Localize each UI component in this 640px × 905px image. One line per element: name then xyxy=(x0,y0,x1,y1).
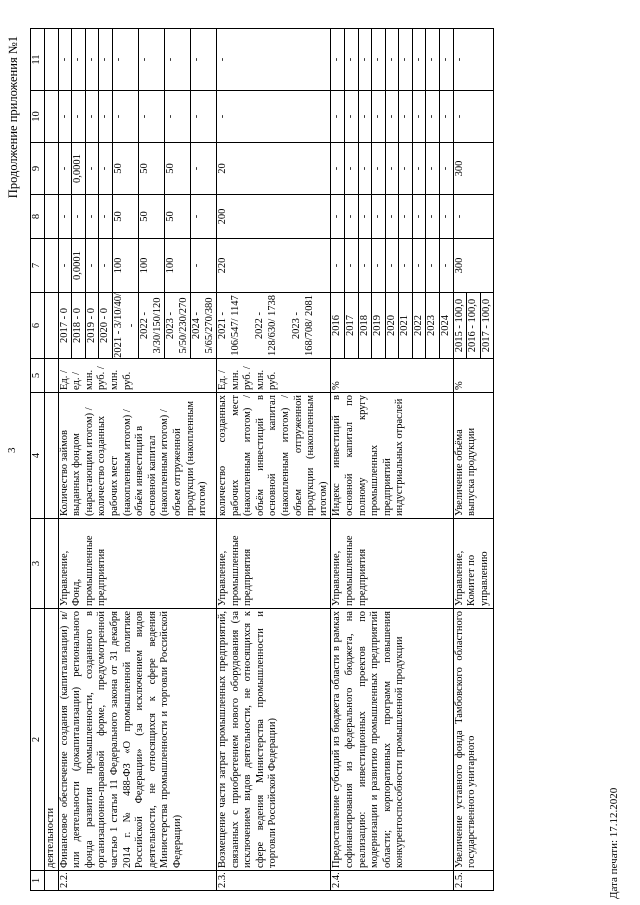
funding-cell-8: - - - - - - - - - xyxy=(331,195,453,239)
unit-text: Ед. / ед. / млн. руб. / млн. руб. xyxy=(58,359,216,393)
program-measures-table xyxy=(30,28,494,891)
value-line: 2018 - 0 xyxy=(72,293,86,358)
value-line: 2021 - 3/10/40/ - xyxy=(113,293,139,358)
value-line: 2017 - 0 xyxy=(59,293,73,358)
table-row-2-2 xyxy=(58,29,216,891)
funding-cell-8: - xyxy=(453,195,494,239)
value-line: 2024 - 5/65/270/380 xyxy=(190,297,215,354)
values-cell: 2016 2017 2018 2019 2020 2021 2022 2023 2024 xyxy=(331,293,453,359)
funding-cell-7: 220 xyxy=(216,239,330,293)
print-date: Дата печати: 17.12.2020 xyxy=(608,787,620,899)
col-header-6: 6 xyxy=(31,293,45,359)
row-number: 2.3. xyxy=(216,871,330,891)
executor-text: Управление, промышленные предприятия xyxy=(331,519,453,609)
table-row-2-4 xyxy=(331,29,453,891)
funding-cell-7: 300 xyxy=(453,239,494,293)
indicator-text: Индекс инвестиций в основной капитал по полному кругу промышленных предприятий индустриальных отраслей xyxy=(331,393,453,519)
table-row-2-3 xyxy=(216,29,330,891)
col-header-9: 9 xyxy=(31,143,45,195)
funding-cell-9: 300 xyxy=(453,143,494,195)
funding-cell-9: 20 xyxy=(216,143,330,195)
executor-text: Управление, промышленные предприятия xyxy=(216,519,330,609)
col-header-4: 4 xyxy=(31,393,45,519)
funding-cell-11: - xyxy=(453,29,494,91)
values-cell xyxy=(216,293,330,359)
table-row-continued xyxy=(45,29,59,891)
row-number: 2.2. xyxy=(58,871,216,891)
funding-cell-11: - xyxy=(216,29,330,91)
col-header-2: 2 xyxy=(31,609,45,871)
funding-cell-11: - - - - - - - - - xyxy=(331,29,453,91)
funding-cell-7: - 0,0001 - - 100 100 100 - xyxy=(58,239,216,293)
executor-text: Управление, Комитет по управлению xyxy=(453,519,494,609)
funding-cell-10: - - - - - - - - xyxy=(58,91,216,143)
col-header-8: 8 xyxy=(31,195,45,239)
funding-cell-11: - - - - - - - - xyxy=(58,29,216,91)
value-line: 2020 - 0 xyxy=(99,293,113,358)
col-header-5: 5 xyxy=(31,359,45,393)
funding-cell-10: - - - - - - - - - xyxy=(331,91,453,143)
unit-text: Ед. / млн. руб. / млн. руб. xyxy=(216,359,330,393)
row-number: 2.4. xyxy=(331,871,453,891)
measure-text: Возмещение части затрат промышленных предприятий, связанных с приобретением нового оборудования (за исключением видов деятельности, не относящихся к сфере ведения Министерства промышленности и торговли Российской Федерации) xyxy=(216,609,330,871)
indicator-text: количество созданных рабочих мест (накопленным итогом) / объём инвестиций в основной капитал (накопленным итогом) / объем отгруженной продукции (накопленным итогом) xyxy=(216,393,330,519)
funding-cell-8: - - - - 50 50 50 - xyxy=(58,195,216,239)
page-number: 3 xyxy=(6,447,18,453)
funding-cell-9: - - - - - - - - - xyxy=(331,143,453,195)
column-number-row xyxy=(31,29,45,891)
table-row-2-5 xyxy=(453,29,494,891)
funding-cell-7: - - - - - - - - - xyxy=(331,239,453,293)
values-cell xyxy=(58,293,216,359)
measure-text: Увеличение уставного фонда Тамбовского областного государственного унитарного xyxy=(453,609,494,871)
funding-cell-8: 200 xyxy=(216,195,330,239)
indicator-text: Увеличение объёма выпуска продукции xyxy=(453,393,494,519)
indicator-text: Количество займов выданных фондом (нарастающим итогом) / количество созданных рабочих мест (накопленным итогом) / объём инвестиций в основной капитал (накопленным итогом) / объем отгруженной продукции (накопленным итогом) xyxy=(58,393,216,519)
executor-text: Управление, Фонд, промышленные предприятия xyxy=(58,519,216,609)
col-header-1: 1 xyxy=(31,871,45,891)
value-line: 2022 - 3/30/150/120 xyxy=(139,293,165,358)
values-cell: 2015 - 100,0 2016 - 100,0 2017 - 100,0 xyxy=(453,293,494,359)
continued-text: деятельности xyxy=(45,609,59,871)
value-line: 2023 - 5/50/230/270 xyxy=(165,293,191,358)
value-line: 2023 - 168/708/ 2081 xyxy=(290,295,315,356)
col-header-11: 11 xyxy=(31,29,45,91)
unit-text: % xyxy=(331,359,453,393)
funding-cell-10: - xyxy=(453,91,494,143)
col-header-3: 3 xyxy=(31,519,45,609)
measure-text: Предоставление субсидий из бюджета области в рамках софинансирования из федерального бюджета, на реализацию: инвестиционных проектов по модернизации и развитию промышленных предприятий области; корпоративных программ повышения конкурентоспособности промышленной продукции xyxy=(331,609,453,871)
col-header-7: 7 xyxy=(31,239,45,293)
unit-text: % xyxy=(453,359,494,393)
measure-text: Финансовое обеспечение создания (капитализации) и/или деятельности (докапитализации) регионального фонда развития промышленности, созданного в организационно-правовой форме, предусмотренной частью 1 статьи 11 Федерального закона от 31 декабря 2014 г. № 488-ФЗ «О промышленной политике Российской Федерации» (за исключением видов деятельности, не относящихся к сфере ведения Министерства промышленности и торговли Российской Федерации) xyxy=(58,609,216,871)
continuation-caption: Продолжение приложения №1 xyxy=(6,36,20,199)
value-line: 2019 - 0 xyxy=(86,293,100,358)
row-number: 2.5. xyxy=(453,871,494,891)
value-line: 2022 - 128/630/ 1738 xyxy=(253,295,278,356)
value-line: 2021 - 106/547/ 1147 xyxy=(216,295,241,356)
funding-cell-10: - xyxy=(216,91,330,143)
col-header-10: 10 xyxy=(31,91,45,143)
funding-cell-9: - 0,0001 - - 50 50 50 - xyxy=(58,143,216,195)
